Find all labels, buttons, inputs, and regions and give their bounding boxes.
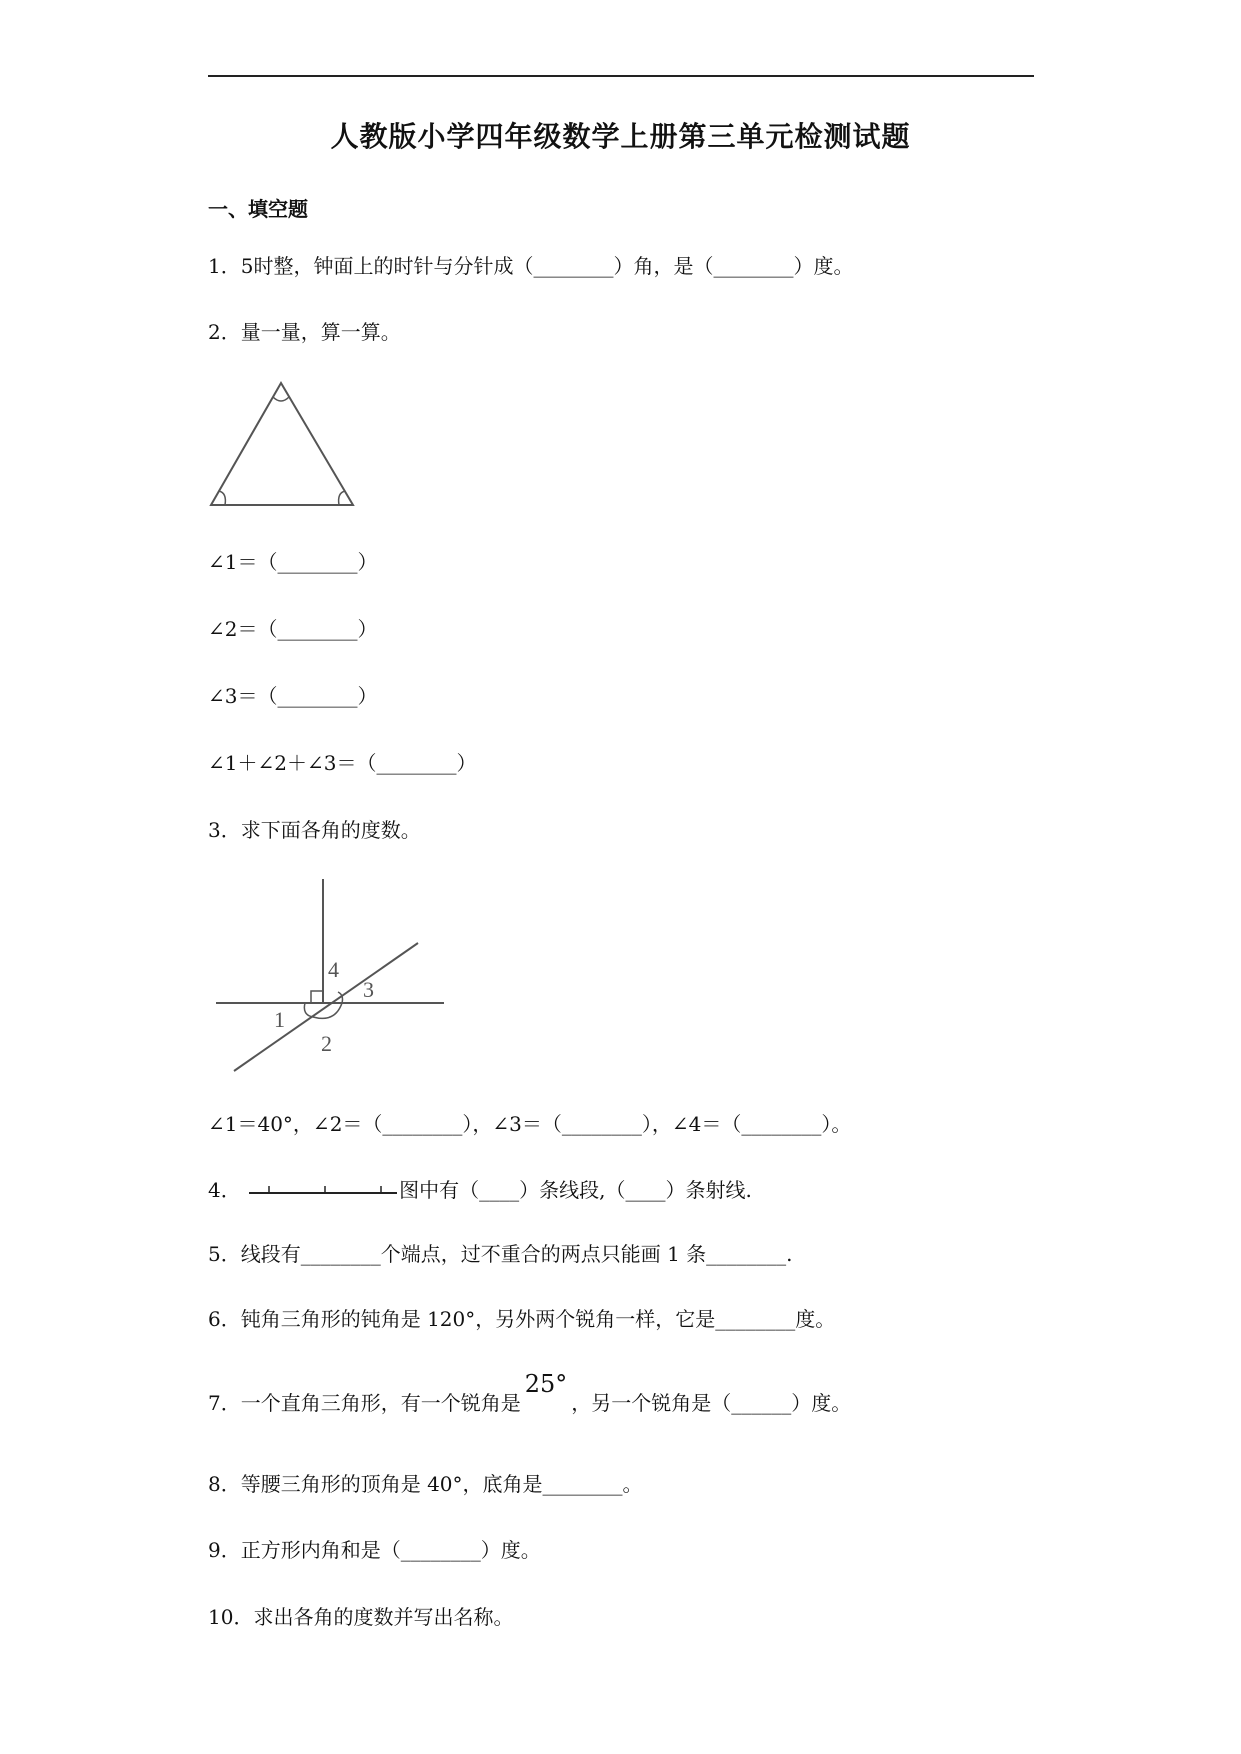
line-segment-figure bbox=[247, 1177, 399, 1201]
question-3: 3．求下面各角的度数。 bbox=[208, 818, 421, 842]
question-5: 5．线段有________个端点，过不重合的两点只能画 1 条________. bbox=[208, 1242, 793, 1266]
question-7-suffix: ，另一个锐角是（______）度。 bbox=[571, 1391, 852, 1415]
question-9: 9．正方形内角和是（________）度。 bbox=[208, 1538, 541, 1562]
section-heading-fill-in: 一、填空题 bbox=[208, 197, 308, 221]
angle-1-arc bbox=[304, 1003, 313, 1017]
angle-value-25: 25° bbox=[524, 1370, 568, 1398]
angle-1-blank: ∠1＝（________） bbox=[208, 550, 378, 574]
question-6: 6．钝角三角形的钝角是 120°，另外两个锐角一样，它是________度。 bbox=[208, 1307, 836, 1331]
angle-sum-blank: ∠1＋∠2＋∠3＝（________） bbox=[208, 751, 477, 775]
apex-angle-arc bbox=[273, 397, 289, 401]
question-4-number: 4． bbox=[208, 1178, 241, 1202]
question-3-answers: ∠1＝40°，∠2＝（________），∠3＝（________），∠4＝（________）。 bbox=[208, 1112, 852, 1136]
angle-label-2: 2 bbox=[321, 1031, 332, 1056]
page-title: 人教版小学四年级数学上册第三单元检测试题 bbox=[330, 120, 911, 153]
question-1: 1．5时整，钟面上的时针与分针成（________）角，是（________）度。 bbox=[208, 254, 854, 278]
right-angle-mark bbox=[311, 991, 323, 1003]
angle-3-blank: ∠3＝（________） bbox=[208, 684, 378, 708]
question-4 bbox=[208, 1176, 752, 1204]
question-4-text: 图中有（____）条线段,（____）条射线. bbox=[399, 1178, 752, 1202]
right-angle-arc bbox=[339, 491, 345, 505]
triangle-figure bbox=[205, 375, 365, 515]
angle-label-4: 4 bbox=[328, 957, 339, 982]
left-angle-arc bbox=[219, 491, 225, 505]
question-7-prefix: 7．一个直角三角形，有一个锐角是 bbox=[208, 1391, 521, 1415]
intersecting-lines-figure bbox=[210, 875, 450, 1075]
angle-label-1: 1 bbox=[274, 1007, 285, 1032]
header-rule bbox=[208, 75, 1034, 77]
angle-label-3: 3 bbox=[363, 977, 374, 1002]
question-2: 2．量一量，算一算。 bbox=[208, 320, 401, 344]
question-8: 8．等腰三角形的顶角是 40°，底角是________。 bbox=[208, 1472, 643, 1496]
question-10: 10．求出各角的度数并写出名称。 bbox=[208, 1605, 514, 1629]
question-7 bbox=[208, 1370, 852, 1417]
angle-2-blank: ∠2＝（________） bbox=[208, 617, 378, 641]
